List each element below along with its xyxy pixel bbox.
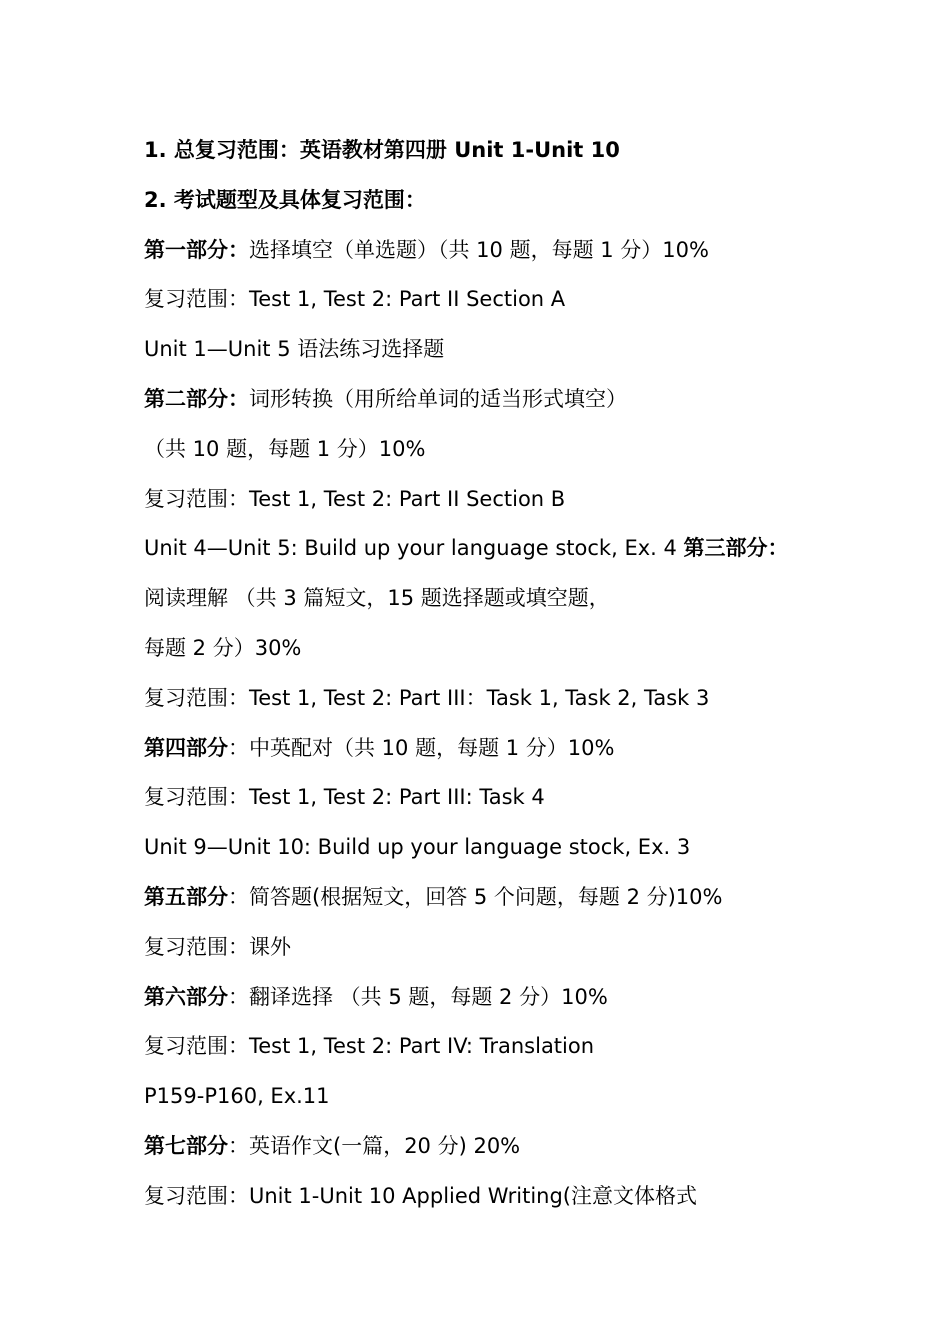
line-text: 选择填空（单选题）（共 10 题，每题 1 分）10% [249, 237, 709, 262]
section-heading: 第四部分 [144, 735, 228, 760]
document-line [144, 927, 904, 977]
document-line [144, 877, 904, 927]
line-text: Unit 4—Unit 5: Build up your language stock, Ex. 4 [144, 536, 684, 561]
document-line [144, 479, 904, 529]
document-line [144, 180, 904, 230]
line-text: 复习范围：Test 1, Test 2: Part III: Task 4 [144, 785, 545, 810]
document-line [144, 1176, 904, 1226]
line-text: 复习范围：Test 1, Test 2: Part II Section A [144, 287, 566, 312]
document-line [144, 429, 904, 479]
line-text: 复习范围：Test 1, Test 2: Part II Section B [144, 486, 566, 511]
line-text: ：简答题(根据短文，回答 5 个问题，每题 2 分)10% [228, 884, 723, 909]
section-heading: 1. 总复习范围：英语教材第四册 Unit 1-Unit 10 [144, 138, 620, 162]
line-text: 复习范围：Test 1, Test 2: Part IV: Translation [144, 1034, 595, 1059]
line-text: 每题 2 分）30% [144, 635, 302, 660]
document-line [144, 678, 904, 728]
section-heading: 第五部分 [144, 884, 228, 909]
document-line [144, 628, 904, 678]
line-text: ：中英配对（共 10 题，每题 1 分）10% [228, 735, 615, 760]
section-heading: 2. 考试题型及具体复习范围： [144, 187, 426, 212]
line-text: 复习范围：Unit 1-Unit 10 Applied Writing(注意文体格式 [144, 1183, 697, 1208]
document-line [144, 977, 904, 1027]
document-line [144, 230, 904, 280]
document-line [144, 728, 904, 778]
section-heading: 第一部分： [144, 237, 249, 262]
document-line [144, 528, 904, 578]
document-body [144, 130, 904, 1226]
line-text: （共 10 题，每题 1 分）10% [144, 436, 426, 461]
document-line [144, 1076, 904, 1126]
line-text: Unit 1—Unit 5 语法练习选择题 [144, 337, 445, 362]
document-line [144, 279, 904, 329]
line-text: P159-P160, Ex.11 [144, 1084, 330, 1109]
section-heading-inline: 第三部分： [683, 536, 789, 561]
document-line [144, 578, 904, 628]
section-heading: 第七部分 [144, 1133, 228, 1158]
document-line [144, 777, 904, 827]
document-line [144, 827, 904, 877]
line-text: 词形转换（用所给单词的适当形式填空） [249, 386, 627, 411]
line-text: 阅读理解 （共 3 篇短文，15 题选择题或填空题， [144, 586, 610, 611]
document-line [144, 1026, 904, 1076]
section-heading: 第六部分 [144, 984, 228, 1009]
line-text: 复习范围：Test 1, Test 2: Part III：Task 1, Task 2, Task 3 [144, 685, 710, 710]
document-line [144, 379, 904, 429]
document-line [144, 1126, 904, 1176]
document-line [144, 130, 904, 180]
line-text: ：英语作文(一篇，20 分) 20% [228, 1133, 521, 1158]
line-text: ：翻译选择 （共 5 题，每题 2 分）10% [228, 984, 608, 1009]
document-line [144, 329, 904, 379]
section-heading: 第二部分： [144, 386, 249, 411]
line-text: Unit 9—Unit 10: Build up your language stock, Ex. 3 [144, 835, 691, 860]
line-text: 复习范围：课外 [144, 934, 291, 959]
